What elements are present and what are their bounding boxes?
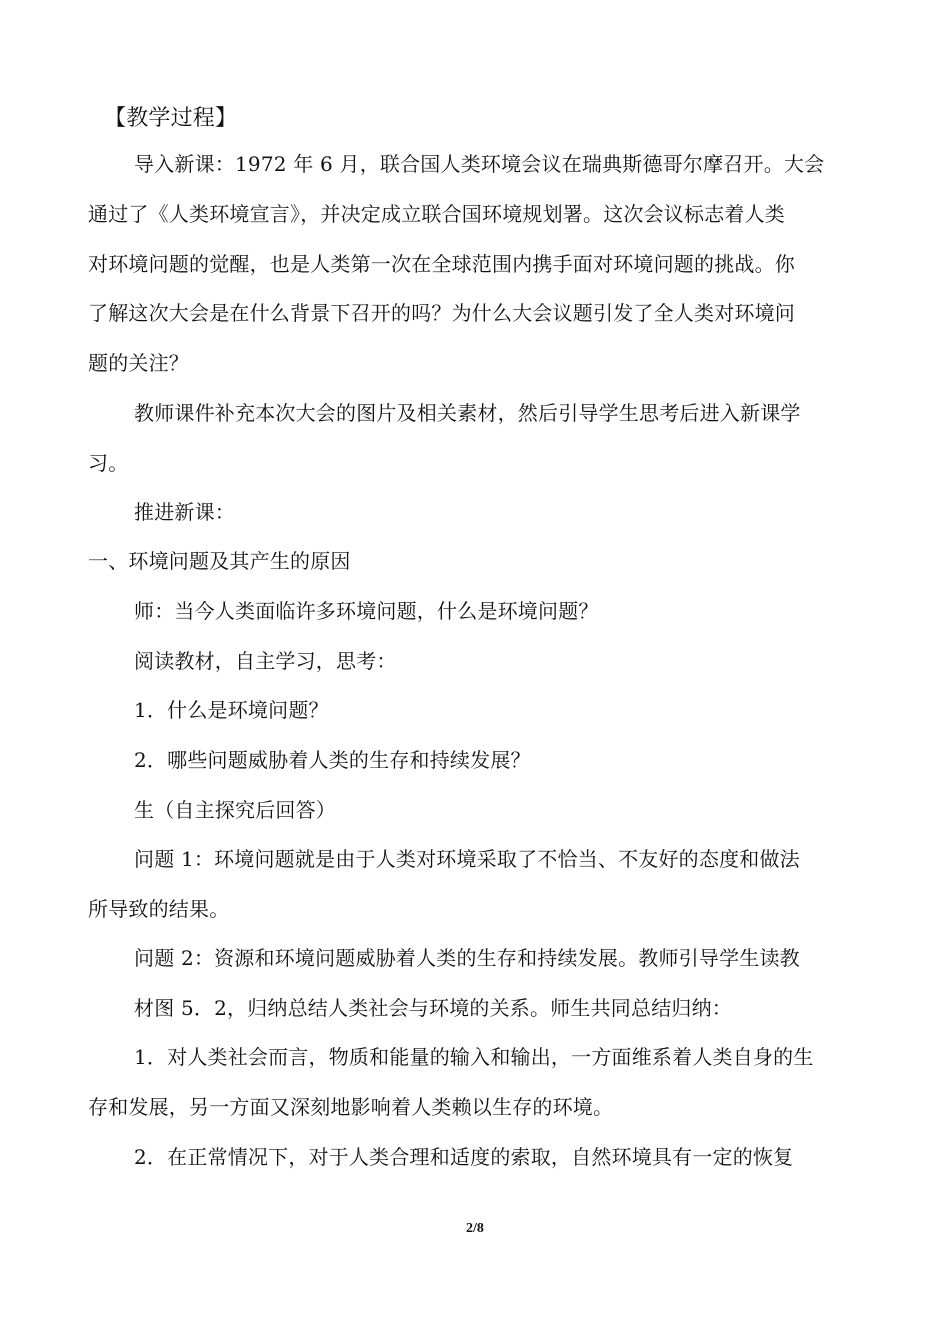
section-heading: 【教学过程】: [104, 106, 238, 131]
paragraph-line: 了解这次大会是在什么背景下召开的吗？为什么大会议题引发了全人类对环境问: [88, 301, 795, 325]
paragraph-line: 问题 1：环境问题就是由于人类对环境采取了不恰当、不友好的态度和做法: [134, 847, 800, 871]
paragraph-line: 师：当今人类面临许多环境问题，什么是环境问题？: [134, 599, 599, 623]
paragraph-line: 阅读教材，自主学习，思考：: [134, 649, 397, 673]
paragraph-line: 通过了《人类环境宣言》，并决定成立联合国环境规划署。这次会议标志着人类: [88, 202, 785, 226]
paragraph-line: 所导致的结果。: [88, 897, 230, 921]
list-item: 2．在正常情况下，对于人类合理和适度的索取，自然环境具有一定的恢复: [134, 1145, 794, 1169]
paragraph-line: 问题 2：资源和环境问题威胁着人类的生存和持续发展。教师引导学生读教: [134, 946, 800, 970]
list-item: 2．哪些问题威胁着人类的生存和持续发展？: [134, 748, 531, 772]
paragraph-line: 材图 5．2，归纳总结人类社会与环境的关系。师生共同总结归纳：: [134, 996, 733, 1020]
paragraph-line: 存和发展，另一方面又深刻地影响着人类赖以生存的环境。: [88, 1095, 614, 1119]
paragraph-line: 对环境问题的觉醒，也是人类第一次在全球范围内携手面对环境问题的挑战。你: [88, 252, 795, 276]
subsection-heading: 一、环境问题及其产生的原因: [88, 549, 351, 573]
paragraph-line: 生（自主探究后回答）: [134, 798, 336, 822]
paragraph-line: 推进新课：: [134, 500, 235, 524]
list-item: 1．什么是环境问题？: [134, 698, 329, 722]
list-item: 1．对人类社会而言，物质和能量的输入和输出，一方面维系着人类自身的生: [134, 1045, 814, 1069]
paragraph-line: 习。: [88, 451, 129, 475]
paragraph-line: 题的关注？: [88, 351, 189, 375]
paragraph-line: 教师课件补充本次大会的图片及相关素材，然后引导学生思考后进入新课学: [134, 401, 801, 425]
page-number: 2/8: [466, 1221, 484, 1236]
paragraph-line: 导入新课：1972 年 6 月，联合国人类环境会议在瑞典斯德哥尔摩召开。大会: [134, 152, 825, 176]
